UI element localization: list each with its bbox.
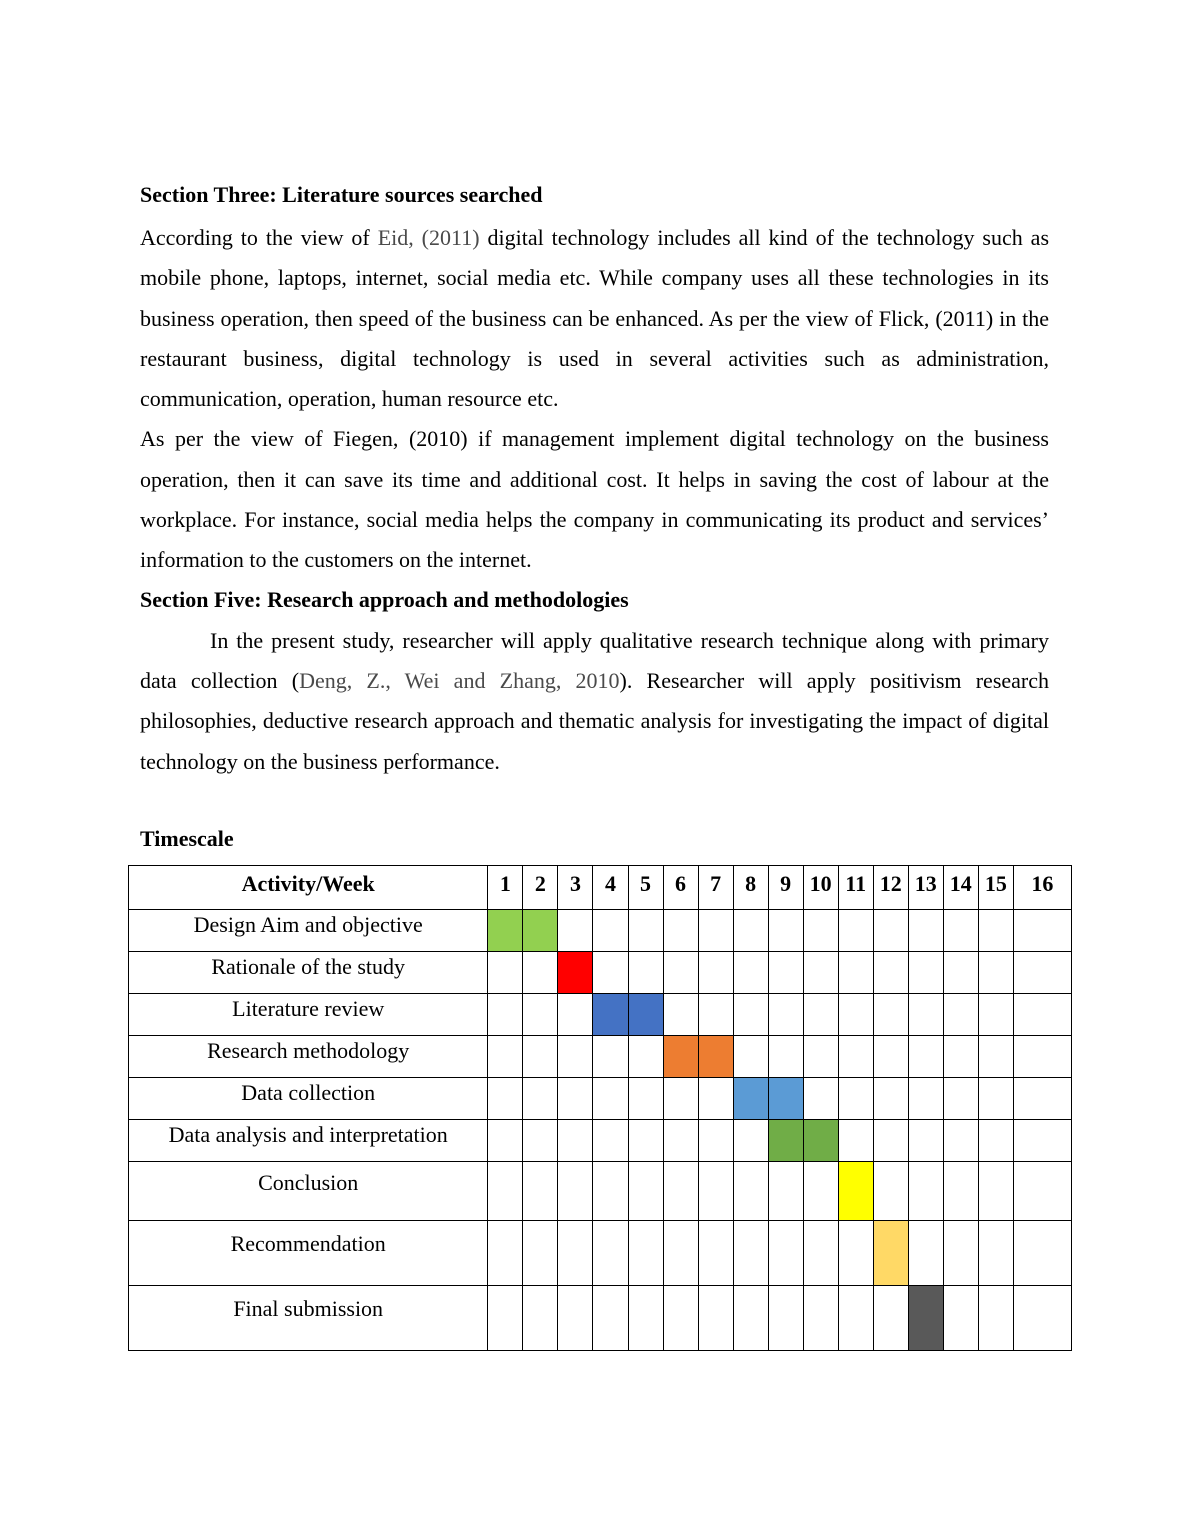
gantt-empty-cell — [628, 1120, 663, 1162]
gantt-empty-cell — [803, 1286, 838, 1351]
gantt-empty-cell — [803, 1162, 838, 1221]
gantt-row — [129, 1162, 1072, 1221]
gantt-bar-cell — [733, 1078, 768, 1120]
gantt-empty-cell — [908, 952, 943, 994]
gantt-empty-cell — [803, 1036, 838, 1078]
gantt-empty-cell — [873, 994, 908, 1036]
gantt-empty-cell — [523, 1221, 558, 1286]
text-span: According to the view of — [140, 225, 378, 250]
gantt-empty-cell — [593, 910, 628, 952]
gantt-empty-cell — [593, 1120, 628, 1162]
gantt-empty-cell — [523, 1162, 558, 1221]
gantt-empty-cell — [523, 994, 558, 1036]
gantt-empty-cell — [698, 910, 733, 952]
week-header-7: 7 — [698, 866, 733, 910]
gantt-empty-cell — [593, 1078, 628, 1120]
gantt-empty-cell — [978, 1036, 1013, 1078]
week-header-4: 4 — [593, 866, 628, 910]
gantt-empty-cell — [698, 1078, 733, 1120]
gantt-empty-cell — [978, 1078, 1013, 1120]
gantt-empty-cell — [733, 994, 768, 1036]
gantt-empty-cell — [1013, 1078, 1071, 1120]
citation: Deng, Z., Wei and Zhang, 2010 — [299, 667, 620, 693]
section-three-paragraph-2: As per the view of Fiegen, (2010) if management implement digital technology on the business operation, then it can save its time and additional cost. It helps in saving the cost of labour at the workplace. For instance, social media helps the company in communicating its product and services’ information to the customers on the internet. — [140, 426, 1049, 573]
gantt-empty-cell — [1013, 910, 1071, 952]
gantt-empty-cell — [1013, 1286, 1071, 1351]
week-header-2: 2 — [523, 866, 558, 910]
gantt-empty-cell — [943, 1286, 978, 1351]
gantt-empty-cell — [768, 1162, 803, 1221]
gantt-empty-cell — [943, 910, 978, 952]
gantt-empty-cell — [803, 952, 838, 994]
gantt-empty-cell — [978, 1286, 1013, 1351]
week-header-6: 6 — [663, 866, 698, 910]
gantt-empty-cell — [698, 1221, 733, 1286]
gantt-empty-cell — [698, 994, 733, 1036]
gantt-empty-cell — [558, 1036, 593, 1078]
gantt-bar-cell — [488, 910, 523, 952]
gantt-empty-cell — [838, 1120, 873, 1162]
week-header-10: 10 — [803, 866, 838, 910]
gantt-empty-cell — [1013, 1162, 1071, 1221]
gantt-empty-cell — [558, 994, 593, 1036]
gantt-empty-cell — [663, 1162, 698, 1221]
week-header-12: 12 — [873, 866, 908, 910]
gantt-bar-cell — [558, 952, 593, 994]
text-span: digital technology includes all kind of the technology such as mobile phone, laptops, internet, social media etc. While company uses all these technologies in its business operation, then speed of the business can be enhanced. As per the view of Flick, (2011) in the restaurant business, digital technology is used in several activities such as administration, communication, operation, human resource etc. — [140, 225, 1050, 412]
gantt-empty-cell — [908, 1036, 943, 1078]
week-header-14: 14 — [943, 866, 978, 910]
gantt-empty-cell — [698, 1162, 733, 1221]
gantt-empty-cell — [628, 1036, 663, 1078]
gantt-empty-cell — [663, 910, 698, 952]
gantt-empty-cell — [1013, 994, 1071, 1036]
gantt-row — [129, 1120, 1072, 1162]
gantt-empty-cell — [873, 1286, 908, 1351]
gantt-empty-cell — [488, 1221, 523, 1286]
section-five-heading: Section Five: Research approach and methodologies — [140, 586, 629, 612]
gantt-row — [129, 1221, 1072, 1286]
week-header-5: 5 — [628, 866, 663, 910]
document-body — [140, 178, 1049, 782]
gantt-empty-cell — [978, 1221, 1013, 1286]
gantt-empty-cell — [768, 952, 803, 994]
gantt-empty-cell — [628, 952, 663, 994]
gantt-empty-cell — [698, 1120, 733, 1162]
gantt-empty-cell — [698, 952, 733, 994]
gantt-empty-cell — [593, 952, 628, 994]
gantt-empty-cell — [698, 1286, 733, 1351]
gantt-bar-cell — [838, 1162, 873, 1221]
gantt-row — [129, 1078, 1072, 1120]
gantt-bar-cell — [628, 994, 663, 1036]
week-header-1: 1 — [488, 866, 523, 910]
gantt-empty-cell — [558, 1078, 593, 1120]
gantt-empty-cell — [978, 1120, 1013, 1162]
gantt-empty-cell — [873, 952, 908, 994]
gantt-empty-cell — [733, 910, 768, 952]
week-header-9: 9 — [768, 866, 803, 910]
week-header-16: 16 — [1013, 866, 1071, 910]
gantt-empty-cell — [488, 1120, 523, 1162]
gantt-empty-cell — [838, 1286, 873, 1351]
activity-label: Conclusion — [129, 1162, 488, 1221]
gantt-empty-cell — [978, 952, 1013, 994]
week-header-11: 11 — [838, 866, 873, 910]
gantt-empty-cell — [558, 910, 593, 952]
citation: Eid, (2011) — [377, 225, 480, 250]
activity-label: Data analysis and interpretation — [129, 1120, 488, 1162]
gantt-bar-cell — [523, 910, 558, 952]
gantt-empty-cell — [943, 1078, 978, 1120]
gantt-bar-cell — [768, 1120, 803, 1162]
gantt-bar-cell — [768, 1078, 803, 1120]
week-header-15: 15 — [978, 866, 1013, 910]
gantt-empty-cell — [873, 1078, 908, 1120]
gantt-row — [129, 1036, 1072, 1078]
gantt-row — [129, 952, 1072, 994]
section-five-paragraph — [140, 621, 1049, 782]
gantt-empty-cell — [768, 1221, 803, 1286]
gantt-empty-cell — [733, 1036, 768, 1078]
gantt-empty-cell — [663, 1286, 698, 1351]
gantt-empty-cell — [593, 1036, 628, 1078]
gantt-empty-cell — [733, 1162, 768, 1221]
gantt-empty-cell — [943, 1120, 978, 1162]
gantt-bar-cell — [698, 1036, 733, 1078]
gantt-empty-cell — [908, 1120, 943, 1162]
gantt-empty-cell — [663, 1221, 698, 1286]
gantt-empty-cell — [978, 910, 1013, 952]
gantt-empty-cell — [803, 910, 838, 952]
gantt-header-row — [129, 866, 1072, 910]
gantt-empty-cell — [663, 1120, 698, 1162]
gantt-bar-cell — [873, 1221, 908, 1286]
gantt-empty-cell — [628, 1221, 663, 1286]
section-three-heading: Section Three: Literature sources searched — [140, 182, 543, 207]
gantt-empty-cell — [768, 1036, 803, 1078]
gantt-empty-cell — [523, 1078, 558, 1120]
gantt-empty-cell — [838, 994, 873, 1036]
gantt-empty-cell — [488, 1078, 523, 1120]
gantt-empty-cell — [593, 1162, 628, 1221]
section-three-paragraph-1 — [140, 218, 1049, 419]
gantt-empty-cell — [558, 1221, 593, 1286]
gantt-empty-cell — [908, 994, 943, 1036]
gantt-empty-cell — [908, 1078, 943, 1120]
week-header-3: 3 — [558, 866, 593, 910]
gantt-empty-cell — [873, 910, 908, 952]
gantt-empty-cell — [663, 952, 698, 994]
timescale-heading: Timescale — [140, 826, 234, 851]
gantt-empty-cell — [558, 1286, 593, 1351]
gantt-row — [129, 994, 1072, 1036]
week-header-13: 13 — [908, 866, 943, 910]
gantt-empty-cell — [558, 1162, 593, 1221]
gantt-empty-cell — [628, 1286, 663, 1351]
gantt-empty-cell — [663, 1078, 698, 1120]
gantt-bar-cell — [663, 1036, 698, 1078]
gantt-empty-cell — [523, 952, 558, 994]
gantt-empty-cell — [803, 994, 838, 1036]
gantt-empty-cell — [838, 1036, 873, 1078]
week-header-8: 8 — [733, 866, 768, 910]
text-span: In the present study, researcher will apply qualitative research technique along with primary data collection ( — [140, 627, 1049, 693]
activity-label: Literature review — [129, 994, 488, 1036]
gantt-empty-cell — [663, 994, 698, 1036]
gantt-bar-cell — [593, 994, 628, 1036]
gantt-empty-cell — [873, 1120, 908, 1162]
gantt-empty-cell — [733, 1286, 768, 1351]
activity-label: Design Aim and objective — [129, 910, 488, 952]
gantt-empty-cell — [593, 1221, 628, 1286]
gantt-empty-cell — [733, 952, 768, 994]
gantt-empty-cell — [488, 1286, 523, 1351]
gantt-empty-cell — [1013, 1036, 1071, 1078]
gantt-empty-cell — [943, 1221, 978, 1286]
gantt-empty-cell — [803, 1221, 838, 1286]
gantt-empty-cell — [628, 1162, 663, 1221]
activity-week-header: Activity/Week — [129, 866, 488, 910]
gantt-empty-cell — [558, 1120, 593, 1162]
activity-label: Recommendation — [129, 1221, 488, 1286]
gantt-empty-cell — [733, 1120, 768, 1162]
gantt-empty-cell — [873, 1036, 908, 1078]
gantt-empty-cell — [1013, 952, 1071, 994]
gantt-empty-cell — [628, 1078, 663, 1120]
text-span: ). Researcher will apply positivism research philosophies, deductive research approach and thematic analysis for investigating the impact of digital technology on the business performance. — [140, 667, 1049, 774]
gantt-empty-cell — [523, 1120, 558, 1162]
gantt-empty-cell — [768, 910, 803, 952]
gantt-empty-cell — [1013, 1221, 1071, 1286]
gantt-empty-cell — [908, 1221, 943, 1286]
gantt-empty-cell — [803, 1078, 838, 1120]
activity-label: Rationale of the study — [129, 952, 488, 994]
gantt-empty-cell — [768, 994, 803, 1036]
activity-label: Data collection — [129, 1078, 488, 1120]
gantt-empty-cell — [838, 910, 873, 952]
gantt-empty-cell — [838, 1221, 873, 1286]
activity-label: Final submission — [129, 1286, 488, 1351]
gantt-empty-cell — [873, 1162, 908, 1221]
gantt-empty-cell — [838, 952, 873, 994]
gantt-empty-cell — [593, 1286, 628, 1351]
gantt-empty-cell — [523, 1286, 558, 1351]
gantt-empty-cell — [908, 1162, 943, 1221]
timescale-gantt-table — [128, 865, 1072, 1351]
gantt-empty-cell — [943, 952, 978, 994]
gantt-empty-cell — [943, 1036, 978, 1078]
gantt-bar-cell — [908, 1286, 943, 1351]
gantt-row — [129, 1286, 1072, 1351]
gantt-empty-cell — [838, 1078, 873, 1120]
gantt-empty-cell — [628, 910, 663, 952]
gantt-empty-cell — [733, 1221, 768, 1286]
gantt-bar-cell — [803, 1120, 838, 1162]
gantt-empty-cell — [488, 952, 523, 994]
gantt-empty-cell — [768, 1286, 803, 1351]
gantt-empty-cell — [978, 1162, 1013, 1221]
gantt-empty-cell — [523, 1036, 558, 1078]
gantt-empty-cell — [908, 910, 943, 952]
gantt-empty-cell — [488, 1162, 523, 1221]
gantt-empty-cell — [488, 1036, 523, 1078]
gantt-empty-cell — [1013, 1120, 1071, 1162]
gantt-empty-cell — [943, 994, 978, 1036]
gantt-empty-cell — [978, 994, 1013, 1036]
gantt-empty-cell — [488, 994, 523, 1036]
gantt-row — [129, 910, 1072, 952]
activity-label: Research methodology — [129, 1036, 488, 1078]
gantt-empty-cell — [943, 1162, 978, 1221]
